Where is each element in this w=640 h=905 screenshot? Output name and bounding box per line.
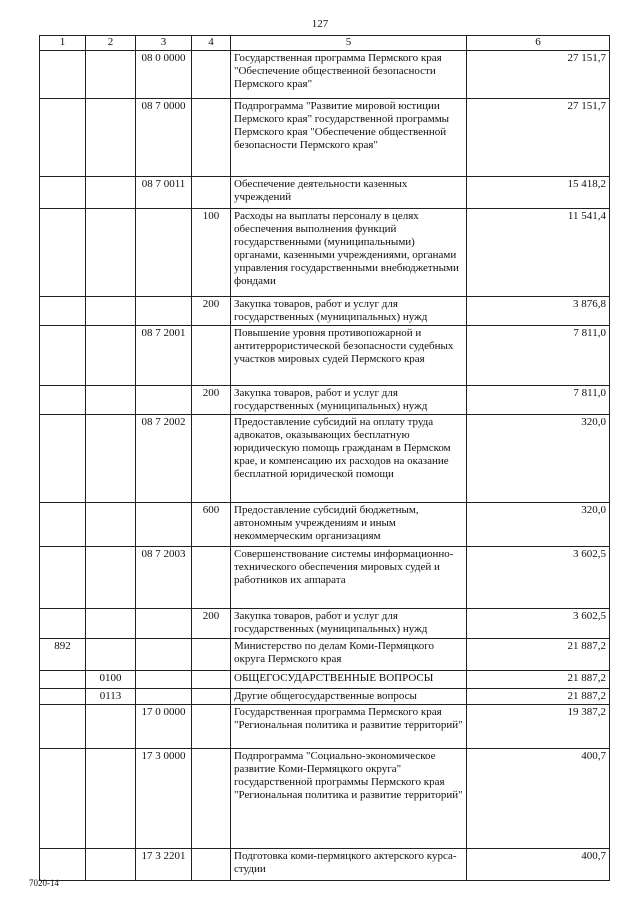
table-row — [40, 51, 610, 99]
cell-col2: 0113 — [86, 689, 136, 705]
cell-amount: 27 151,7 — [467, 99, 610, 177]
cell-code: 08 7 2003 — [136, 547, 192, 609]
cell-expense-type — [192, 547, 231, 609]
cell-col1 — [40, 609, 86, 639]
cell-description: Министерство по делам Коми-Пермяцкого округа Пермского края — [231, 639, 467, 671]
cell-col1 — [40, 51, 86, 99]
cell-col1 — [40, 503, 86, 547]
cell-description: Закупка товаров, работ и услуг для государственных (муниципальных) нужд — [231, 297, 467, 326]
cell-description: Закупка товаров, работ и услуг для государственных (муниципальных) нужд — [231, 386, 467, 415]
table-header-row — [40, 36, 610, 51]
table-row — [40, 671, 610, 689]
cell-expense-type — [192, 51, 231, 99]
cell-description: Государственная программа Пермского края "Региональная политика и развитие территорий" — [231, 705, 467, 749]
cell-col2 — [86, 386, 136, 415]
cell-expense-type: 100 — [192, 209, 231, 297]
table-row — [40, 547, 610, 609]
cell-code — [136, 689, 192, 705]
cell-amount: 21 887,2 — [467, 671, 610, 689]
cell-col1 — [40, 99, 86, 177]
cell-code — [136, 503, 192, 547]
table-row — [40, 415, 610, 503]
header-col-6: 6 — [467, 36, 610, 51]
cell-code: 17 0 0000 — [136, 705, 192, 749]
cell-code: 08 7 2002 — [136, 415, 192, 503]
cell-code: 08 7 0000 — [136, 99, 192, 177]
cell-description: Предоставление субсидий на оплату труда адвокатов, оказывающих бесплатную юридическую помощь гражданам в Пермском крае, и компенсацию их расходов на оказание бесплатной юридической помощи — [231, 415, 467, 503]
cell-col1 — [40, 749, 86, 849]
cell-code — [136, 609, 192, 639]
table-row — [40, 209, 610, 297]
table-row — [40, 99, 610, 177]
cell-expense-type — [192, 99, 231, 177]
cell-code — [136, 386, 192, 415]
cell-col1 — [40, 689, 86, 705]
cell-code — [136, 209, 192, 297]
cell-code — [136, 671, 192, 689]
cell-description: Совершенствование системы информационно-технического обеспечения мировых судей и работников их аппарата — [231, 547, 467, 609]
cell-description: ОБЩЕГОСУДАРСТВЕННЫЕ ВОПРОСЫ — [231, 671, 467, 689]
cell-col2: 0100 — [86, 671, 136, 689]
cell-description: Расходы на выплаты персоналу в целях обеспечения выполнения функций государственными (муниципальными) органами, казенными учреждениями, органами управления государственными внебюджетными фондами — [231, 209, 467, 297]
cell-col2 — [86, 415, 136, 503]
cell-col2 — [86, 99, 136, 177]
cell-description: Обеспечение деятельности казенных учреждений — [231, 177, 467, 209]
cell-expense-type: 200 — [192, 297, 231, 326]
cell-col2 — [86, 326, 136, 386]
cell-amount: 320,0 — [467, 415, 610, 503]
cell-col2 — [86, 297, 136, 326]
cell-col1 — [40, 297, 86, 326]
header-col-1: 1 — [40, 36, 86, 51]
cell-amount: 19 387,2 — [467, 705, 610, 749]
cell-expense-type: 600 — [192, 503, 231, 547]
cell-amount: 7 811,0 — [467, 386, 610, 415]
cell-amount: 3 602,5 — [467, 609, 610, 639]
header-col-3: 3 — [136, 36, 192, 51]
table-row — [40, 849, 610, 881]
cell-col1 — [40, 209, 86, 297]
cell-col2 — [86, 639, 136, 671]
cell-col1 — [40, 849, 86, 881]
header-col-4: 4 — [192, 36, 231, 51]
table-row — [40, 386, 610, 415]
cell-code: 17 3 0000 — [136, 749, 192, 849]
table-row — [40, 297, 610, 326]
cell-col2 — [86, 705, 136, 749]
cell-col2 — [86, 749, 136, 849]
cell-expense-type — [192, 689, 231, 705]
cell-amount: 21 887,2 — [467, 689, 610, 705]
cell-col1 — [40, 547, 86, 609]
cell-col2 — [86, 547, 136, 609]
cell-col2 — [86, 503, 136, 547]
cell-description: Подпрограмма "Развитие мировой юстиции Пермского края" государственной программы Пермского края "Обеспечение общественной безопасности Пермского края" — [231, 99, 467, 177]
footer-code: 7020-14 — [29, 878, 59, 888]
cell-description: Предоставление субсидий бюджетным, автономным учреждениям и иным некоммерческим организациям — [231, 503, 467, 547]
cell-description: Другие общегосударственные вопросы — [231, 689, 467, 705]
cell-col1 — [40, 386, 86, 415]
cell-amount: 400,7 — [467, 749, 610, 849]
cell-expense-type — [192, 639, 231, 671]
budget-table — [39, 35, 610, 881]
cell-amount: 21 887,2 — [467, 639, 610, 671]
cell-description: Государственная программа Пермского края "Обеспечение общественной безопасности Пермского края" — [231, 51, 467, 99]
cell-col1 — [40, 177, 86, 209]
cell-col2 — [86, 51, 136, 99]
table-row — [40, 705, 610, 749]
cell-code: 17 3 2201 — [136, 849, 192, 881]
cell-description: Подпрограмма "Социально-экономическое развитие Коми-Пермяцкого округа" государственной программы Пермского края "Региональная политика и развитие территорий" — [231, 749, 467, 849]
cell-expense-type — [192, 415, 231, 503]
table-row — [40, 689, 610, 705]
cell-code — [136, 297, 192, 326]
cell-description: Закупка товаров, работ и услуг для государственных (муниципальных) нужд — [231, 609, 467, 639]
cell-expense-type — [192, 705, 231, 749]
cell-amount: 27 151,7 — [467, 51, 610, 99]
table-row — [40, 639, 610, 671]
cell-amount: 3 602,5 — [467, 547, 610, 609]
cell-code: 08 7 2001 — [136, 326, 192, 386]
cell-expense-type — [192, 849, 231, 881]
cell-expense-type — [192, 749, 231, 849]
cell-expense-type — [192, 177, 231, 209]
cell-col1: 892 — [40, 639, 86, 671]
cell-description: Повышение уровня противопожарной и антитеррористической безопасности судебных участков мировых судей Пермского края — [231, 326, 467, 386]
cell-expense-type: 200 — [192, 609, 231, 639]
cell-col1 — [40, 326, 86, 386]
header-col-2: 2 — [86, 36, 136, 51]
table-row — [40, 326, 610, 386]
cell-amount: 15 418,2 — [467, 177, 610, 209]
cell-col2 — [86, 177, 136, 209]
page-number: 127 — [311, 18, 329, 30]
cell-description: Подготовка коми-пермяцкого актерского курса-студии — [231, 849, 467, 881]
header-col-5: 5 — [231, 36, 467, 51]
table-row — [40, 177, 610, 209]
cell-amount: 400,7 — [467, 849, 610, 881]
table-row — [40, 503, 610, 547]
cell-expense-type — [192, 326, 231, 386]
cell-col2 — [86, 209, 136, 297]
cell-code: 08 0 0000 — [136, 51, 192, 99]
cell-col2 — [86, 849, 136, 881]
cell-expense-type: 200 — [192, 386, 231, 415]
cell-col2 — [86, 609, 136, 639]
cell-code: 08 7 0011 — [136, 177, 192, 209]
cell-col1 — [40, 671, 86, 689]
cell-amount: 11 541,4 — [467, 209, 610, 297]
table-row — [40, 609, 610, 639]
cell-amount: 320,0 — [467, 503, 610, 547]
cell-amount: 7 811,0 — [467, 326, 610, 386]
cell-expense-type — [192, 671, 231, 689]
cell-code — [136, 639, 192, 671]
cell-col1 — [40, 415, 86, 503]
cell-col1 — [40, 705, 86, 749]
cell-amount: 3 876,8 — [467, 297, 610, 326]
table-row — [40, 749, 610, 849]
